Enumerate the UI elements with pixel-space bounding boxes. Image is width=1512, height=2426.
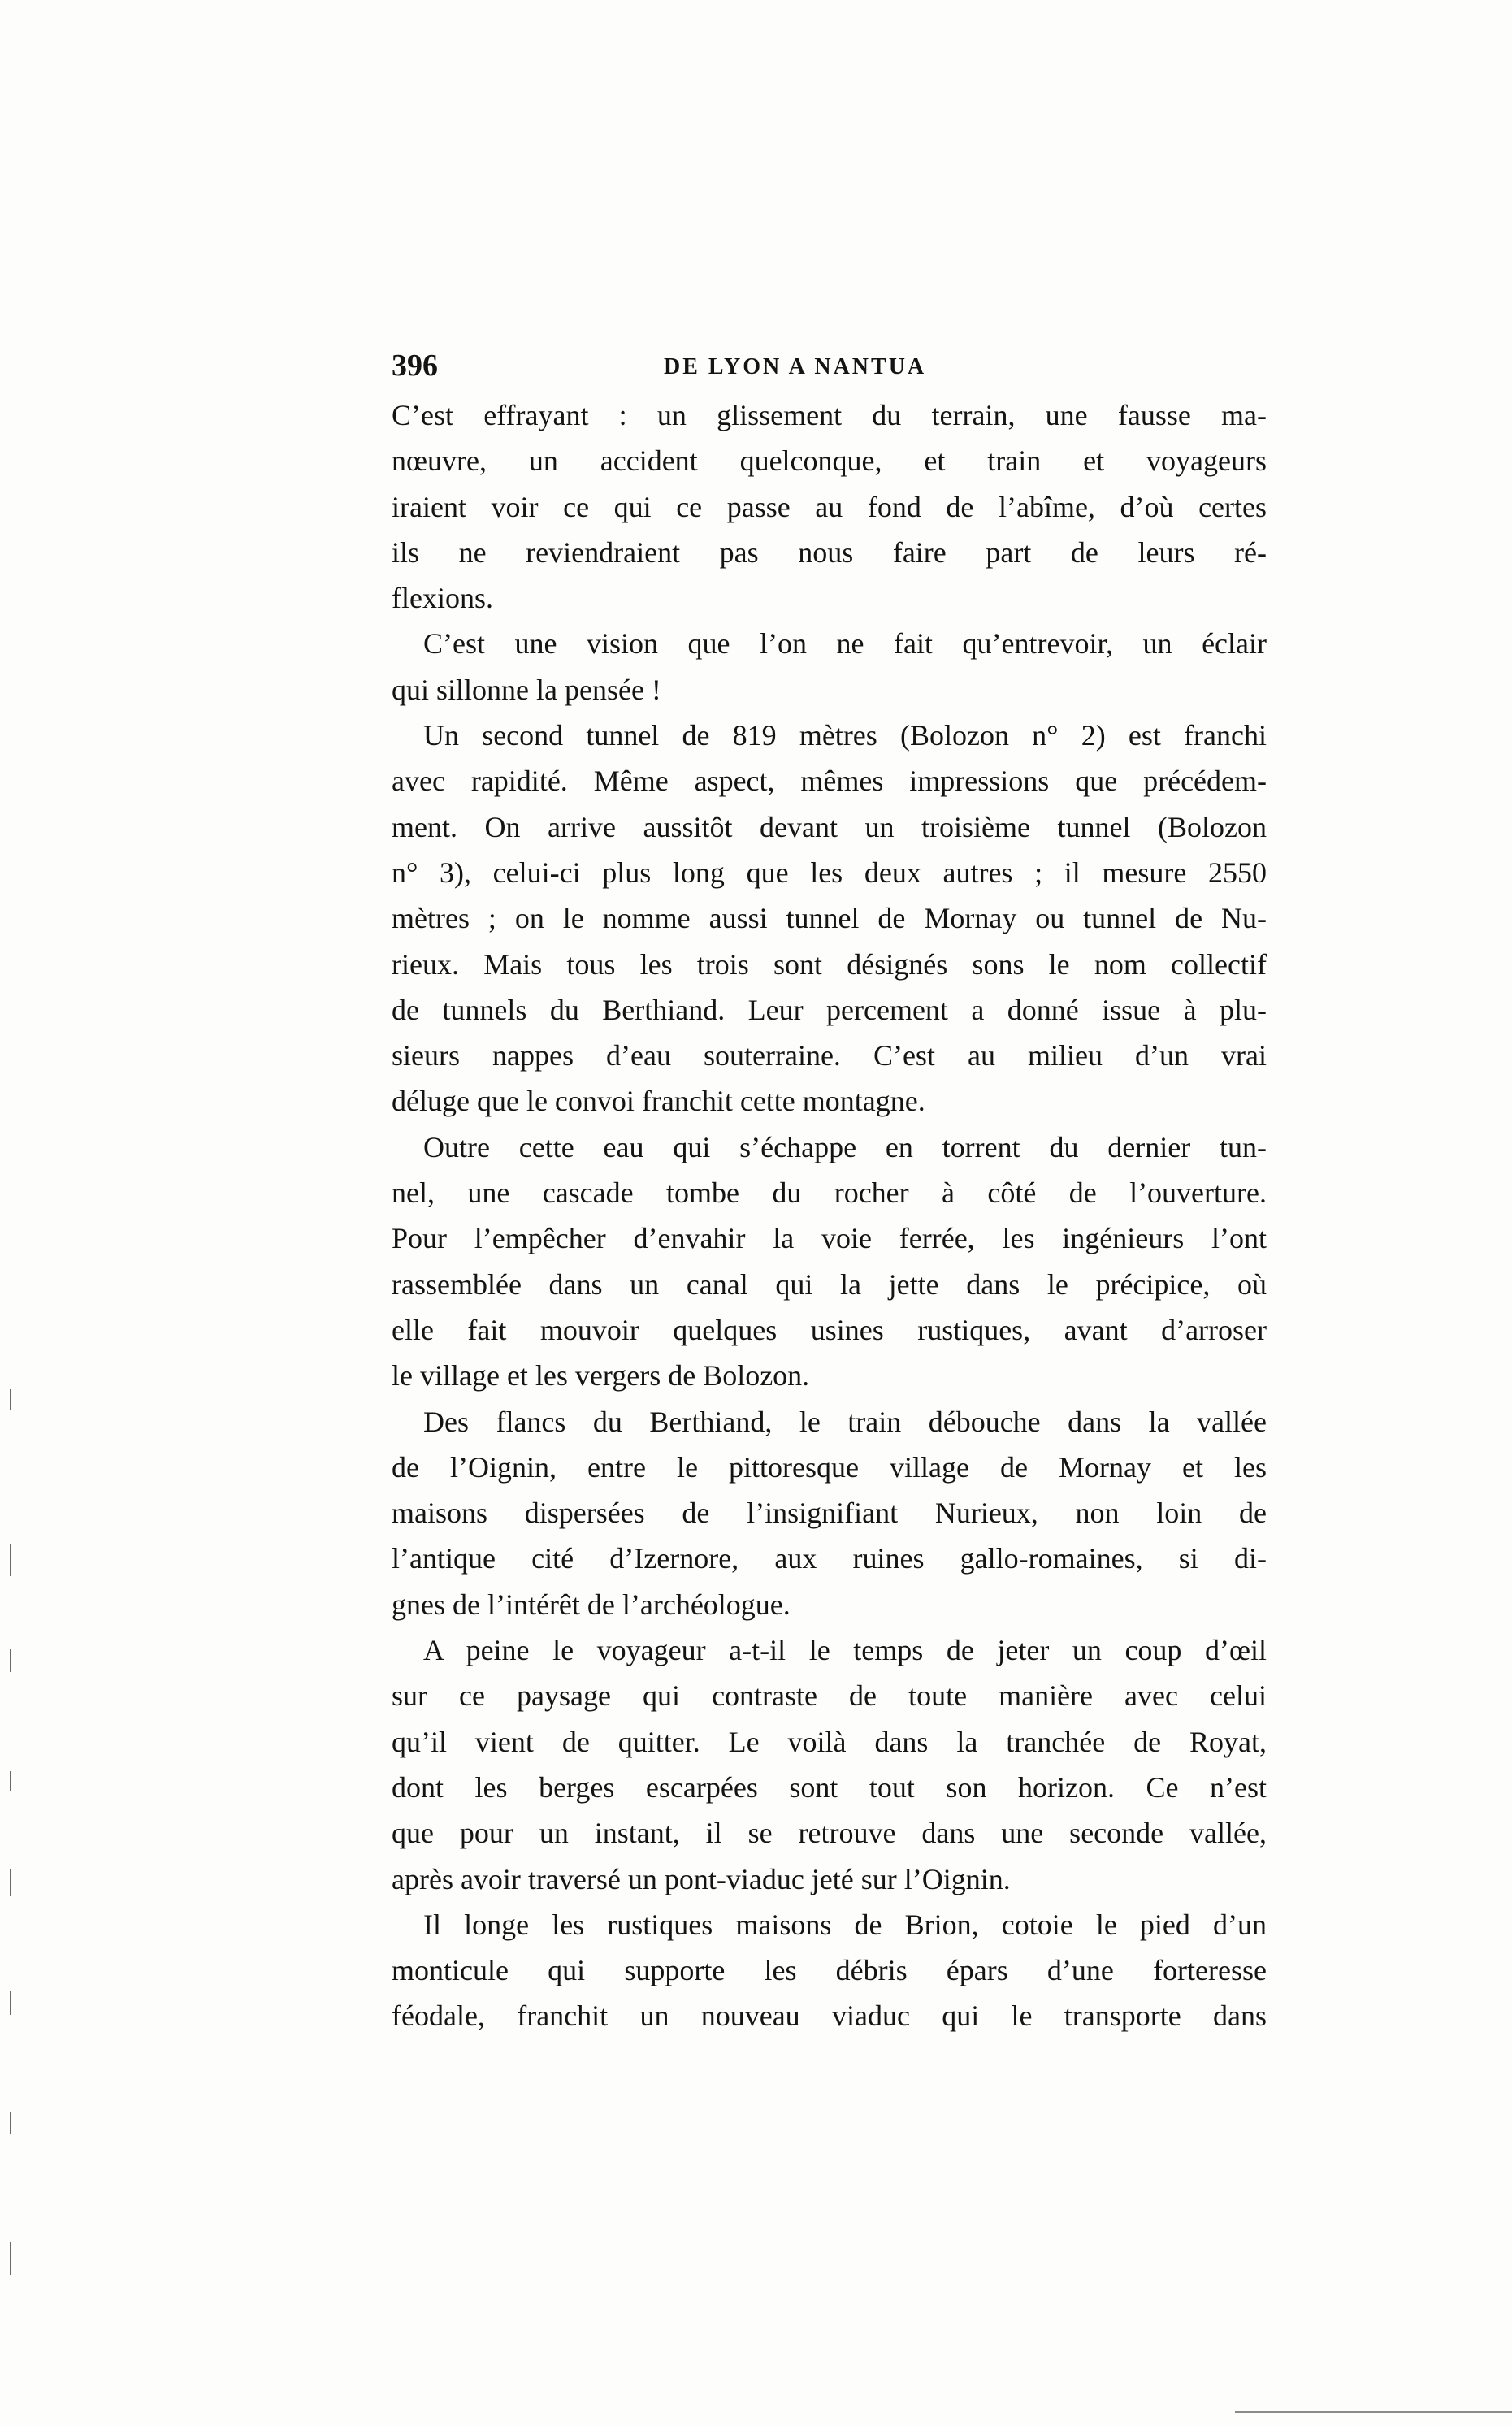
text-line: Il longe les rustiques maisons de Brion, cotoie le pied d’un	[423, 1908, 1267, 1941]
paragraph	[392, 392, 1267, 621]
left-margin-mark	[10, 1389, 11, 1410]
text-line: rassemblée dans un canal qui la jette dans le précipice, où	[392, 1267, 1267, 1301]
text-line: flexions.	[392, 582, 493, 615]
text-line: ils ne reviendraient pas nous faire part de leurs ré-	[392, 535, 1267, 569]
text-line: iraient voir ce qui ce passe au fond de l’abîme, d’où certes	[392, 490, 1267, 523]
text-line: après avoir traversé un pont-viaduc jeté sur l’Oignin.	[392, 1862, 1011, 1895]
text-line: déluge que le convoi franchit cette montagne.	[392, 1085, 925, 1118]
paragraph	[392, 1124, 1267, 1399]
text-line: de l’Oignin, entre le pittoresque village de Mornay et les	[392, 1450, 1267, 1484]
running-head	[392, 345, 1267, 392]
text-line: maisons dispersées de l’insignifiant Nurieux, non loin de	[392, 1497, 1267, 1530]
text-line: Un second tunnel de 819 mètres (Bolozon n° 2) est franchi	[423, 719, 1267, 752]
left-margin-mark	[10, 1771, 11, 1791]
left-margin-mark	[10, 2112, 11, 2134]
bottom-rule	[1235, 2411, 1512, 2413]
text-line: C’est effrayant : un glissement du terrain, une fausse ma-	[392, 399, 1267, 431]
text-line: sur ce paysage qui contraste de toute manière avec celui	[392, 1679, 1267, 1713]
text-line: l’antique cité d’Izernore, aux ruines gallo-romaines, si di-	[392, 1542, 1267, 1575]
text-line: mètres ; on le nomme aussi tunnel de Mornay ou tunnel de Nu-	[392, 902, 1267, 935]
text-line: avec rapidité. Même aspect, mêmes impressions que précédem-	[392, 765, 1267, 798]
text-line: n° 3), celui-ci plus long que les deux autres ; il mesure 2550	[392, 856, 1267, 889]
text-line: rieux. Mais tous les trois sont désignés sons le nom collectif	[392, 947, 1267, 981]
text-line: sieurs nappes d’eau souterraine. C’est au milieu d’un vrai	[392, 1039, 1267, 1072]
text-line: Des flancs du Berthiand, le train débouche dans la vallée	[423, 1405, 1267, 1438]
text-line: dont les berges escarpées sont tout son horizon. Ce n’est	[392, 1770, 1267, 1804]
page-number: 396	[392, 349, 438, 383]
text-block	[392, 345, 1267, 2039]
paragraph	[392, 1902, 1267, 2039]
body-text	[392, 392, 1267, 2039]
text-line: de tunnels du Berthiand. Leur percement a donné issue à plu-	[392, 993, 1267, 1026]
left-margin-mark	[10, 1991, 11, 2015]
running-title: DE LYON A NANTUA	[664, 354, 927, 379]
text-line: le village et les vergers de Bolozon.	[392, 1359, 810, 1393]
paragraph	[392, 713, 1267, 1124]
text-line: A peine le voyageur a-t-il le temps de jeter un coup d’œil	[423, 1634, 1267, 1667]
text-line: monticule qui supporte les débris épars d’une forteresse	[392, 1954, 1267, 1987]
text-line: Pour l’empêcher d’envahir la voie ferrée, les ingénieurs l’ont	[392, 1222, 1267, 1255]
text-line: qu’il vient de quitter. Le voilà dans la tranchée de Royat,	[392, 1725, 1267, 1758]
left-margin-mark	[10, 1649, 11, 1672]
text-line: féodale, franchit un nouveau viaduc qui le transporte dans	[392, 1999, 1267, 2033]
left-margin-mark	[10, 1544, 11, 1576]
text-line: elle fait mouvoir quelques usines rustiques, avant d’arroser	[392, 1313, 1267, 1346]
text-line: gnes de l’intérêt de l’archéologue.	[392, 1588, 791, 1621]
left-margin-mark	[10, 1869, 11, 1896]
text-line: que pour un instant, il se retrouve dans une seconde vallée,	[392, 1817, 1267, 1850]
paragraph	[392, 1627, 1267, 1902]
text-line: ment. On arrive aussitôt devant un troisième tunnel (Bolozon	[392, 810, 1267, 843]
paragraph	[392, 621, 1267, 713]
text-line: Outre cette eau qui s’échappe en torrent du dernier tun-	[423, 1130, 1267, 1163]
left-margin-mark	[10, 2242, 11, 2275]
text-line: nel, une cascade tombe du rocher à côté de l’ouverture.	[392, 1176, 1267, 1210]
text-line: C’est une vision que l’on ne fait qu’entrevoir, un éclair	[423, 627, 1267, 661]
text-line: nœuvre, un accident quelconque, et train et voyageurs	[392, 444, 1267, 478]
text-line: qui sillonne la pensée !	[392, 673, 661, 706]
paragraph	[392, 1399, 1267, 1627]
